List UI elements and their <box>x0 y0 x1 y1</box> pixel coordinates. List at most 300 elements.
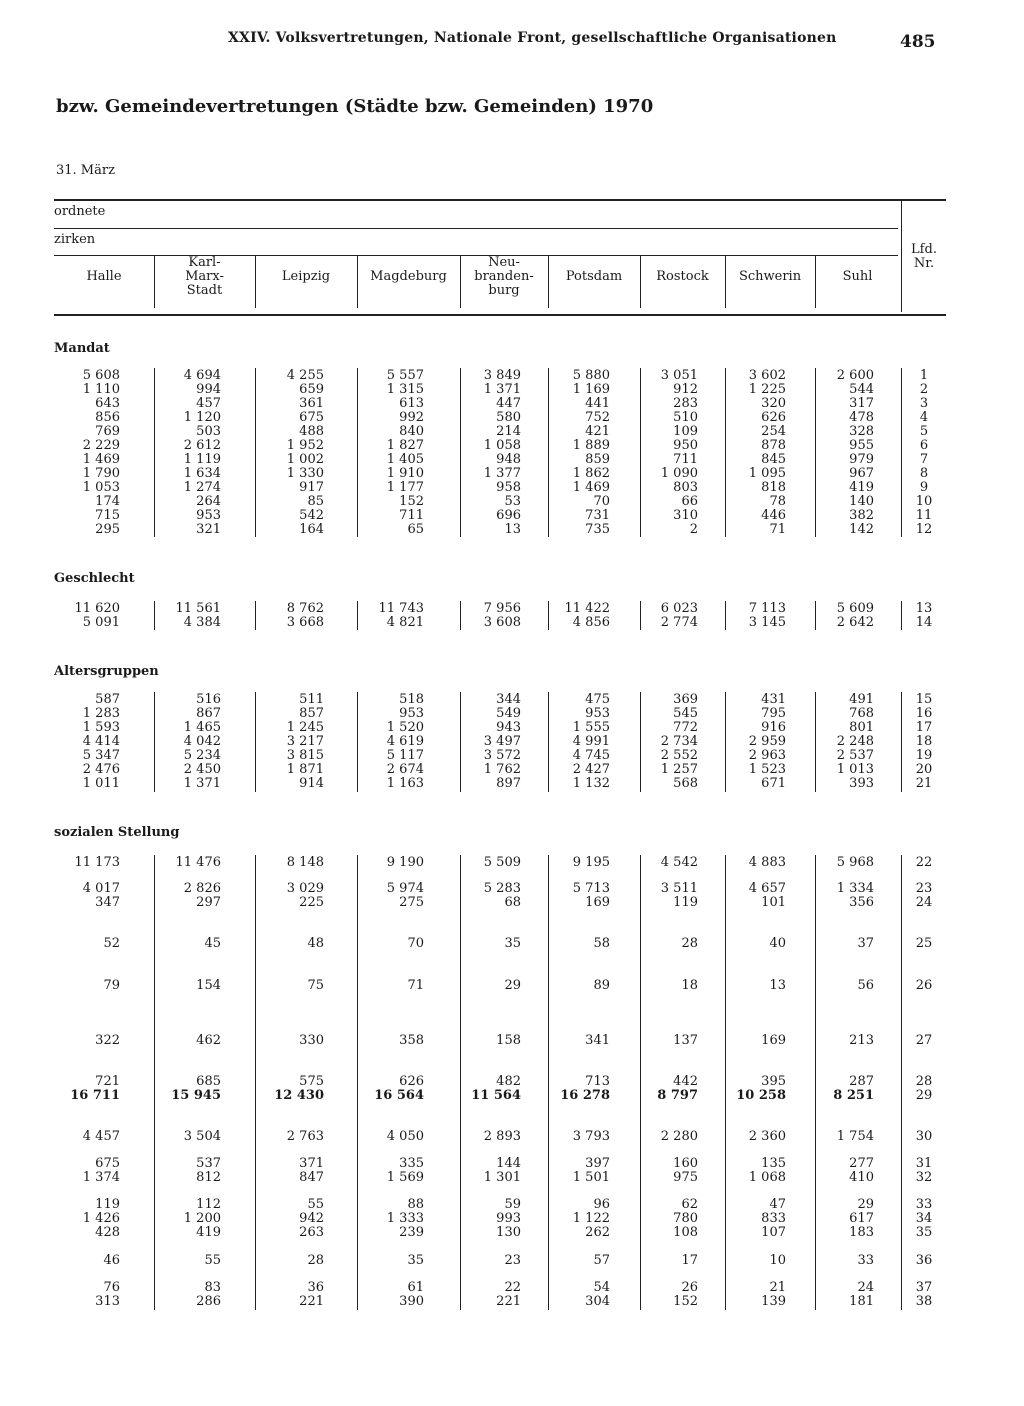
table-cell: 3 504 <box>183 1129 221 1144</box>
table-cell: 1 501 <box>572 1170 610 1185</box>
table-cell: 587 <box>95 692 120 707</box>
table-cell: 457 <box>196 396 221 411</box>
table-cell: 967 <box>849 466 874 481</box>
table-cell: 152 <box>673 1294 698 1309</box>
table-cell: 35 <box>504 936 521 951</box>
table-cell: 2 893 <box>483 1129 521 1144</box>
table-cell: 752 <box>585 410 610 425</box>
table-cell: 6 023 <box>660 601 698 616</box>
table-cell: 942 <box>299 1211 324 1226</box>
table-cell: 5 557 <box>386 368 424 383</box>
table-cell: 4 414 <box>82 734 120 749</box>
table-cell: 12 430 <box>274 1088 324 1103</box>
table-cell: 23 <box>504 1253 521 1268</box>
table-cell: 158 <box>496 1033 521 1048</box>
table-cell: 76 <box>103 1280 120 1295</box>
row-number: 24 <box>915 895 933 910</box>
table-cell: 1 377 <box>483 466 521 481</box>
table-cell: 735 <box>585 522 610 537</box>
table-cell: 286 <box>196 1294 221 1309</box>
table-cell: 45 <box>204 936 221 951</box>
table-cell: 277 <box>849 1156 874 1171</box>
table-cell: 68 <box>504 895 521 910</box>
table-cell: 2 450 <box>183 762 221 777</box>
table-cell: 428 <box>95 1225 120 1240</box>
table-cell: 66 <box>681 494 698 509</box>
table-cell: 88 <box>407 1197 424 1212</box>
table-cell: 1 225 <box>748 382 786 397</box>
table-cell: 8 251 <box>833 1088 874 1103</box>
table-cell: 22 <box>504 1280 521 1295</box>
table-cell: 358 <box>399 1033 424 1048</box>
table-cell: 254 <box>761 424 786 439</box>
column-header: Magdeburg <box>370 269 447 284</box>
table-cell: 320 <box>761 396 786 411</box>
table-cell: 5 974 <box>386 881 424 896</box>
lfd-nr-header: Lfd. Nr. <box>911 242 937 271</box>
table-cell: 89 <box>593 978 610 993</box>
table-cell: 575 <box>299 1074 324 1089</box>
table-cell: 626 <box>399 1074 424 1089</box>
table-cell: 46 <box>103 1253 120 1268</box>
running-head: XXIV. Volksvertretungen, Nationale Front, gesellschaftliche Organisationen <box>228 30 837 46</box>
table-cell: 867 <box>196 706 221 721</box>
table-cell: 21 <box>769 1280 786 1295</box>
table-cell: 5 713 <box>572 881 610 896</box>
table-cell: 4 619 <box>386 734 424 749</box>
table-cell: 135 <box>761 1156 786 1171</box>
table-cell: 16 564 <box>374 1088 424 1103</box>
table-cell: 715 <box>95 508 120 523</box>
table-cell: 361 <box>299 396 324 411</box>
column-header: Schwerin <box>738 269 802 284</box>
table-cell: 7 113 <box>748 601 786 616</box>
table-cell: 130 <box>496 1225 521 1240</box>
table-cell: 181 <box>849 1294 874 1309</box>
table-cell: 992 <box>399 410 424 425</box>
table-cell: 225 <box>299 895 324 910</box>
table-cell: 2 734 <box>660 734 698 749</box>
table-cell: 214 <box>496 424 521 439</box>
column-header: Halle <box>86 269 122 284</box>
table-cell: 62 <box>681 1197 698 1212</box>
table-cell: 344 <box>496 692 521 707</box>
table-cell: 478 <box>849 410 874 425</box>
section-label: Geschlecht <box>54 571 135 586</box>
table-cell: 803 <box>673 480 698 495</box>
table-cell: 5 117 <box>386 748 424 763</box>
table-cell: 1 871 <box>286 762 324 777</box>
table-cell: 13 <box>769 978 786 993</box>
table-cell: 979 <box>849 452 874 467</box>
table-cell: 174 <box>95 494 120 509</box>
table-cell: 108 <box>673 1225 698 1240</box>
table-cell: 4 821 <box>386 615 424 630</box>
table-cell: 4 883 <box>748 855 786 870</box>
table-cell: 61 <box>407 1280 424 1295</box>
table-cell: 1 257 <box>660 762 698 777</box>
table-cell: 1 762 <box>483 762 521 777</box>
table-cell: 1 862 <box>572 466 610 481</box>
table-cell: 1 013 <box>836 762 874 777</box>
table-cell: 283 <box>673 396 698 411</box>
table-cell: 16 278 <box>560 1088 610 1103</box>
table-cell: 152 <box>399 494 424 509</box>
column-header: Suhl <box>842 269 873 284</box>
table-cell: 912 <box>673 382 698 397</box>
table-cell: 2 674 <box>386 762 424 777</box>
row-number: 35 <box>915 1225 933 1240</box>
lfd-column-rule <box>901 601 902 630</box>
table-cell: 772 <box>673 720 698 735</box>
table-cell: 4 255 <box>286 368 324 383</box>
table-cell: 10 258 <box>736 1088 786 1103</box>
table-cell: 537 <box>196 1156 221 1171</box>
table-cell: 11 620 <box>74 601 120 616</box>
column-header: Neu- branden- burg <box>474 255 534 298</box>
table-cell: 1 952 <box>286 438 324 453</box>
row-number: 9 <box>919 480 929 495</box>
table-cell: 390 <box>399 1294 424 1309</box>
table-cell: 780 <box>673 1211 698 1226</box>
table-cell: 4 542 <box>660 855 698 870</box>
table-cell: 510 <box>673 410 698 425</box>
header-column-rule <box>154 256 155 308</box>
table-cell: 2 763 <box>286 1129 324 1144</box>
table-cell: 2 963 <box>748 748 786 763</box>
table-cell: 1 371 <box>483 382 521 397</box>
table-cell: 1 465 <box>183 720 221 735</box>
row-number: 11 <box>915 508 933 523</box>
header-column-rule <box>815 256 816 308</box>
table-cell: 675 <box>95 1156 120 1171</box>
table-cell: 264 <box>196 494 221 509</box>
table-cell: 2 229 <box>82 438 120 453</box>
table-cell: 3 051 <box>660 368 698 383</box>
table-cell: 52 <box>103 936 120 951</box>
table-cell: 83 <box>204 1280 221 1295</box>
table-cell: 840 <box>399 424 424 439</box>
table-cell: 801 <box>849 720 874 735</box>
table-cell: 1 301 <box>483 1170 521 1185</box>
table-cell: 3 793 <box>572 1129 610 1144</box>
table-cell: 1 119 <box>183 452 221 467</box>
table-cell: 1 177 <box>386 480 424 495</box>
table-cell: 1 754 <box>836 1129 874 1144</box>
row-number: 6 <box>919 438 929 453</box>
table-cell: 2 642 <box>836 615 874 630</box>
table-cell: 1 200 <box>183 1211 221 1226</box>
table-cell: 112 <box>196 1197 221 1212</box>
table-cell: 685 <box>196 1074 221 1089</box>
row-number: 5 <box>919 424 929 439</box>
table-cell: 40 <box>769 936 786 951</box>
table-cell: 5 347 <box>82 748 120 763</box>
table-cell: 1 374 <box>82 1170 120 1185</box>
table-cell: 275 <box>399 895 424 910</box>
row-number: 34 <box>915 1211 933 1226</box>
page-number: 485 <box>900 32 936 52</box>
table-cell: 183 <box>849 1225 874 1240</box>
row-number: 33 <box>915 1197 933 1212</box>
table-cell: 5 283 <box>483 881 521 896</box>
row-number: 30 <box>915 1129 933 1144</box>
table-cell: 1 469 <box>82 452 120 467</box>
table-cell: 101 <box>761 895 786 910</box>
row-number: 37 <box>915 1280 933 1295</box>
table-cell: 5 234 <box>183 748 221 763</box>
table-cell: 711 <box>673 452 698 467</box>
table-cell: 24 <box>857 1280 874 1295</box>
table-cell: 11 561 <box>175 601 221 616</box>
table-cell: 568 <box>673 776 698 791</box>
table-cell: 953 <box>399 706 424 721</box>
table-cell: 393 <box>849 776 874 791</box>
row-number: 29 <box>915 1088 933 1103</box>
table-cell: 975 <box>673 1170 698 1185</box>
table-cell: 1 334 <box>836 881 874 896</box>
table-cell: 857 <box>299 706 324 721</box>
table-cell: 10 <box>769 1253 786 1268</box>
column-header: Potsdam <box>565 269 623 284</box>
table-cell: 580 <box>496 410 521 425</box>
table-cell: 48 <box>307 936 324 951</box>
table-cell: 544 <box>849 382 874 397</box>
table-cell: 310 <box>673 508 698 523</box>
table-cell: 958 <box>496 480 521 495</box>
table-cell: 18 <box>681 978 698 993</box>
row-number: 13 <box>915 601 933 616</box>
table-cell: 262 <box>585 1225 610 1240</box>
table-cell: 431 <box>761 692 786 707</box>
header-column-rule <box>548 256 549 308</box>
table-cell: 144 <box>496 1156 521 1171</box>
table-cell: 696 <box>496 508 521 523</box>
header-column-rule <box>640 256 641 308</box>
table-cell: 545 <box>673 706 698 721</box>
table-cell: 446 <box>761 508 786 523</box>
row-number: 10 <box>915 494 933 509</box>
table-cell: 3 497 <box>483 734 521 749</box>
table-cell: 239 <box>399 1225 424 1240</box>
table-cell: 263 <box>299 1225 324 1240</box>
table-cell: 3 029 <box>286 881 324 896</box>
table-cell: 421 <box>585 424 610 439</box>
table-cell: 2 537 <box>836 748 874 763</box>
table-cell: 304 <box>585 1294 610 1309</box>
table-cell: 516 <box>196 692 221 707</box>
column-header: Leipzig <box>281 269 331 284</box>
table-cell: 96 <box>593 1197 610 1212</box>
table-cell: 16 711 <box>70 1088 120 1103</box>
table-cell: 462 <box>196 1033 221 1048</box>
table-cell: 1 068 <box>748 1170 786 1185</box>
table-cell: 78 <box>769 494 786 509</box>
table-cell: 2 552 <box>660 748 698 763</box>
table-cell: 142 <box>849 522 874 537</box>
table-cell: 953 <box>196 508 221 523</box>
table-cell: 4 657 <box>748 881 786 896</box>
table-cell: 1 790 <box>82 466 120 481</box>
table-cell: 1 169 <box>572 382 610 397</box>
row-number: 14 <box>915 615 933 630</box>
table-cell: 410 <box>849 1170 874 1185</box>
table-cell: 518 <box>399 692 424 707</box>
row-number: 25 <box>915 936 933 951</box>
table-cell: 2 476 <box>82 762 120 777</box>
table-cell: 2 280 <box>660 1129 698 1144</box>
table-cell: 15 945 <box>171 1088 221 1103</box>
header-column-rule <box>357 256 358 308</box>
table-cell: 419 <box>849 480 874 495</box>
table-cell: 4 384 <box>183 615 221 630</box>
table-cell: 1 011 <box>82 776 120 791</box>
table-cell: 955 <box>849 438 874 453</box>
table-cell: 4 991 <box>572 734 610 749</box>
row-number: 20 <box>915 762 933 777</box>
table-cell: 382 <box>849 508 874 523</box>
table-cell: 1 315 <box>386 382 424 397</box>
column-header: Rostock <box>656 269 709 284</box>
table-cell: 140 <box>849 494 874 509</box>
table-cell: 347 <box>95 895 120 910</box>
reference-date: 31. März <box>56 163 115 178</box>
table-cell: 731 <box>585 508 610 523</box>
table-cell: 917 <box>299 480 324 495</box>
table-cell: 2 427 <box>572 762 610 777</box>
table-cell: 643 <box>95 396 120 411</box>
section-label: sozialen Stellung <box>54 825 180 840</box>
table-cell: 1 910 <box>386 466 424 481</box>
table-cell: 154 <box>196 978 221 993</box>
row-number: 31 <box>915 1156 933 1171</box>
table-cell: 1 330 <box>286 466 324 481</box>
row-number: 7 <box>919 452 929 467</box>
table-cell: 3 815 <box>286 748 324 763</box>
table-cell: 613 <box>399 396 424 411</box>
table-cell: 1 095 <box>748 466 786 481</box>
row-number: 3 <box>919 396 929 411</box>
table-cell: 914 <box>299 776 324 791</box>
table-cell: 53 <box>504 494 521 509</box>
row-number: 22 <box>915 855 933 870</box>
table-cell: 213 <box>849 1033 874 1048</box>
table-cell: 3 145 <box>748 615 786 630</box>
table-cell: 2 <box>689 522 698 537</box>
table-cell: 818 <box>761 480 786 495</box>
table-cell: 8 762 <box>286 601 324 616</box>
table-cell: 107 <box>761 1225 786 1240</box>
table-cell: 994 <box>196 382 221 397</box>
table-cell: 856 <box>95 410 120 425</box>
table-cell: 71 <box>407 978 424 993</box>
table-cell: 2 248 <box>836 734 874 749</box>
table-cell: 371 <box>299 1156 324 1171</box>
table-cell: 812 <box>196 1170 221 1185</box>
table-cell: 169 <box>761 1033 786 1048</box>
table-cell: 11 476 <box>175 855 221 870</box>
header-column-rule <box>725 256 726 308</box>
row-number: 1 <box>919 368 929 383</box>
row-number: 8 <box>919 466 929 481</box>
table-cell: 9 195 <box>572 855 610 870</box>
table-cell: 29 <box>504 978 521 993</box>
table-cell: 71 <box>769 522 786 537</box>
table-cell: 419 <box>196 1225 221 1240</box>
table-cell: 75 <box>307 978 324 993</box>
table-cell: 1 090 <box>660 466 698 481</box>
table-cell: 1 274 <box>183 480 221 495</box>
table-cell: 321 <box>196 522 221 537</box>
table-cell: 847 <box>299 1170 324 1185</box>
column-header: Karl- Marx- Stadt <box>185 255 224 298</box>
row-number: 32 <box>915 1170 933 1185</box>
table-cell: 4 042 <box>183 734 221 749</box>
section-label: Altersgruppen <box>54 664 159 679</box>
header-label-ordnete: ordnete <box>54 204 106 219</box>
table-cell: 4 856 <box>572 615 610 630</box>
table-cell: 2 600 <box>836 368 874 383</box>
header-rule-1 <box>54 228 898 229</box>
table-cell: 3 608 <box>483 615 521 630</box>
table-cell: 878 <box>761 438 786 453</box>
lfd-column-rule <box>901 368 902 537</box>
table-cell: 328 <box>849 424 874 439</box>
table-cell: 37 <box>857 936 874 951</box>
table-cell: 1 426 <box>82 1211 120 1226</box>
row-number: 21 <box>915 776 933 791</box>
lfd-column-rule <box>901 855 902 1310</box>
table-cell: 47 <box>769 1197 786 1212</box>
table-cell: 1 405 <box>386 452 424 467</box>
table-cell: 4 745 <box>572 748 610 763</box>
table-cell: 11 422 <box>564 601 610 616</box>
table-cell: 3 511 <box>660 881 698 896</box>
table-cell: 491 <box>849 692 874 707</box>
table-cell: 11 564 <box>471 1088 521 1103</box>
table-cell: 330 <box>299 1033 324 1048</box>
table-cell: 5 968 <box>836 855 874 870</box>
table-cell: 1 520 <box>386 720 424 735</box>
table-cell: 993 <box>496 1211 521 1226</box>
table-cell: 2 360 <box>748 1129 786 1144</box>
table-cell: 511 <box>299 692 324 707</box>
row-number: 38 <box>915 1294 933 1309</box>
table-cell: 56 <box>857 978 874 993</box>
header-bottom-rule <box>54 314 946 316</box>
table-cell: 137 <box>673 1033 698 1048</box>
table-cell: 4 017 <box>82 881 120 896</box>
table-cell: 11 743 <box>378 601 424 616</box>
table-cell: 1 371 <box>183 776 221 791</box>
table-cell: 55 <box>307 1197 324 1212</box>
table-cell: 17 <box>681 1253 698 1268</box>
table-cell: 313 <box>95 1294 120 1309</box>
table-cell: 35 <box>407 1253 424 1268</box>
table-cell: 2 826 <box>183 881 221 896</box>
table-cell: 13 <box>504 522 521 537</box>
header-column-rule <box>460 256 461 308</box>
table-cell: 475 <box>585 692 610 707</box>
table-cell: 626 <box>761 410 786 425</box>
table-cell: 109 <box>673 424 698 439</box>
table-cell: 1 889 <box>572 438 610 453</box>
row-number: 12 <box>915 522 933 537</box>
table-cell: 711 <box>399 508 424 523</box>
table-cell: 542 <box>299 508 324 523</box>
table-cell: 769 <box>95 424 120 439</box>
table-cell: 369 <box>673 692 698 707</box>
